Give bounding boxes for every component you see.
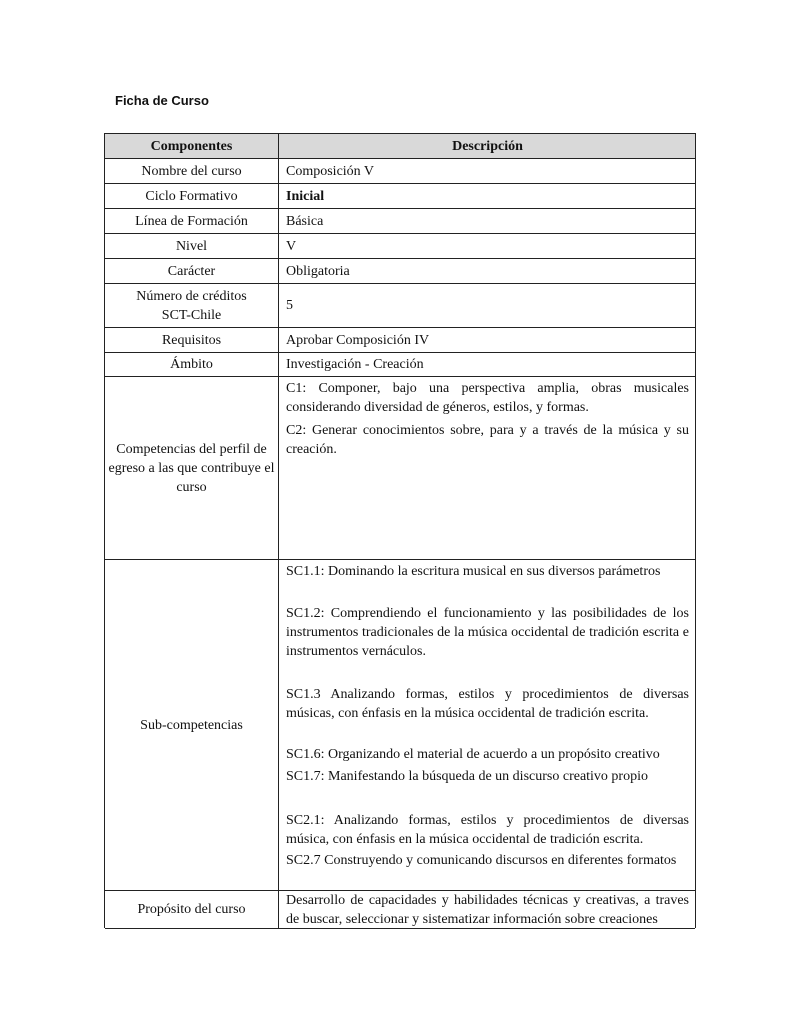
header-components: Componentes [105,134,279,158]
subcompetencia-item: SC1.2: Comprendiendo el funcionamiento y las posibilidades de los instrumentos tradicionales de la música occidental de tradición escrita e instrumentos vernáculos. [286,606,689,659]
row-value: Básica [286,213,324,229]
row-value [280,184,695,208]
row-label: Carácter [105,259,279,283]
subcompetencias-label: Sub-competencias [105,560,279,890]
subcompetencia-item: SC2.7 Construyendo y comunicando discursos en diferentes formatos [286,853,677,868]
row-label: Ámbito [105,353,279,376]
proposito-label: Propósito del curso [105,891,279,928]
row-value: Obligatoria [286,263,350,279]
row-label: Requisitos [105,328,279,352]
proposito-row [105,891,695,929]
competencia-item: C2: Generar conocimientos sobre, para y a través de la música y su creación. [286,423,689,457]
table-row [105,159,695,184]
subcompetencia-item: SC1.6: Organizando el material de acuerdo a un propósito creativo [286,747,660,762]
row-label: Número de créditos SCT-Chile [105,284,279,327]
row-value: Aprobar Composición IV [286,332,430,348]
row-value: 5 [286,298,293,313]
course-table [104,133,696,928]
competencias-row [105,377,695,560]
subcompetencia-item: SC1.1: Dominando la escritura musical en sus diversos parámetros [286,564,661,579]
table-row [105,184,695,209]
table-row [105,209,695,234]
subcompetencias-cell [280,560,695,890]
row-label: Nivel [105,234,279,258]
table-header [105,134,695,159]
competencias-label: Competencias del perfil de egreso a las que contribuye el curso [105,377,279,559]
proposito-cell [280,891,695,928]
page-title: Ficha de Curso [115,93,209,108]
row-label: Línea de Formación [105,209,279,233]
subcompetencias-row [105,560,695,891]
row-value: Investigación - Creación [286,357,424,372]
table-row [105,353,695,377]
competencia-item: C1: Componer, bajo una perspectiva amplia, obras musicales considerando diversidad de géneros, estilos, y formas. [286,381,689,415]
subcompetencia-item: SC1.3 Analizando formas, estilos y procedimientos de diversas músicas, con énfasis en la música occidental de tradición escrita. [286,687,689,721]
header-description: Descripción [452,138,523,154]
table-row [105,284,695,328]
row-value-bold: Inicial [286,188,325,204]
competencias-cell [280,377,695,559]
table-row [105,328,695,353]
subcompetencia-item: SC2.1: Analizando formas, estilos y procedimientos de diversas música, con énfasis en la música occidental de tradición escrita. [286,813,689,847]
table-row [105,259,695,284]
row-value: Composición V [286,163,375,179]
proposito-value: Desarrollo de capacidades y habilidades técnicas y creativas, a traves de buscar, seleccionar y sistematizar información sobre creaciones [286,893,689,927]
row-label: Nombre del curso [105,159,279,183]
subcompetencia-item: SC1.7: Manifestando la búsqueda de un discurso creativo propio [286,769,648,784]
row-label: Ciclo Formativo [105,184,279,208]
row-value: V [286,238,297,254]
table-row [105,234,695,259]
